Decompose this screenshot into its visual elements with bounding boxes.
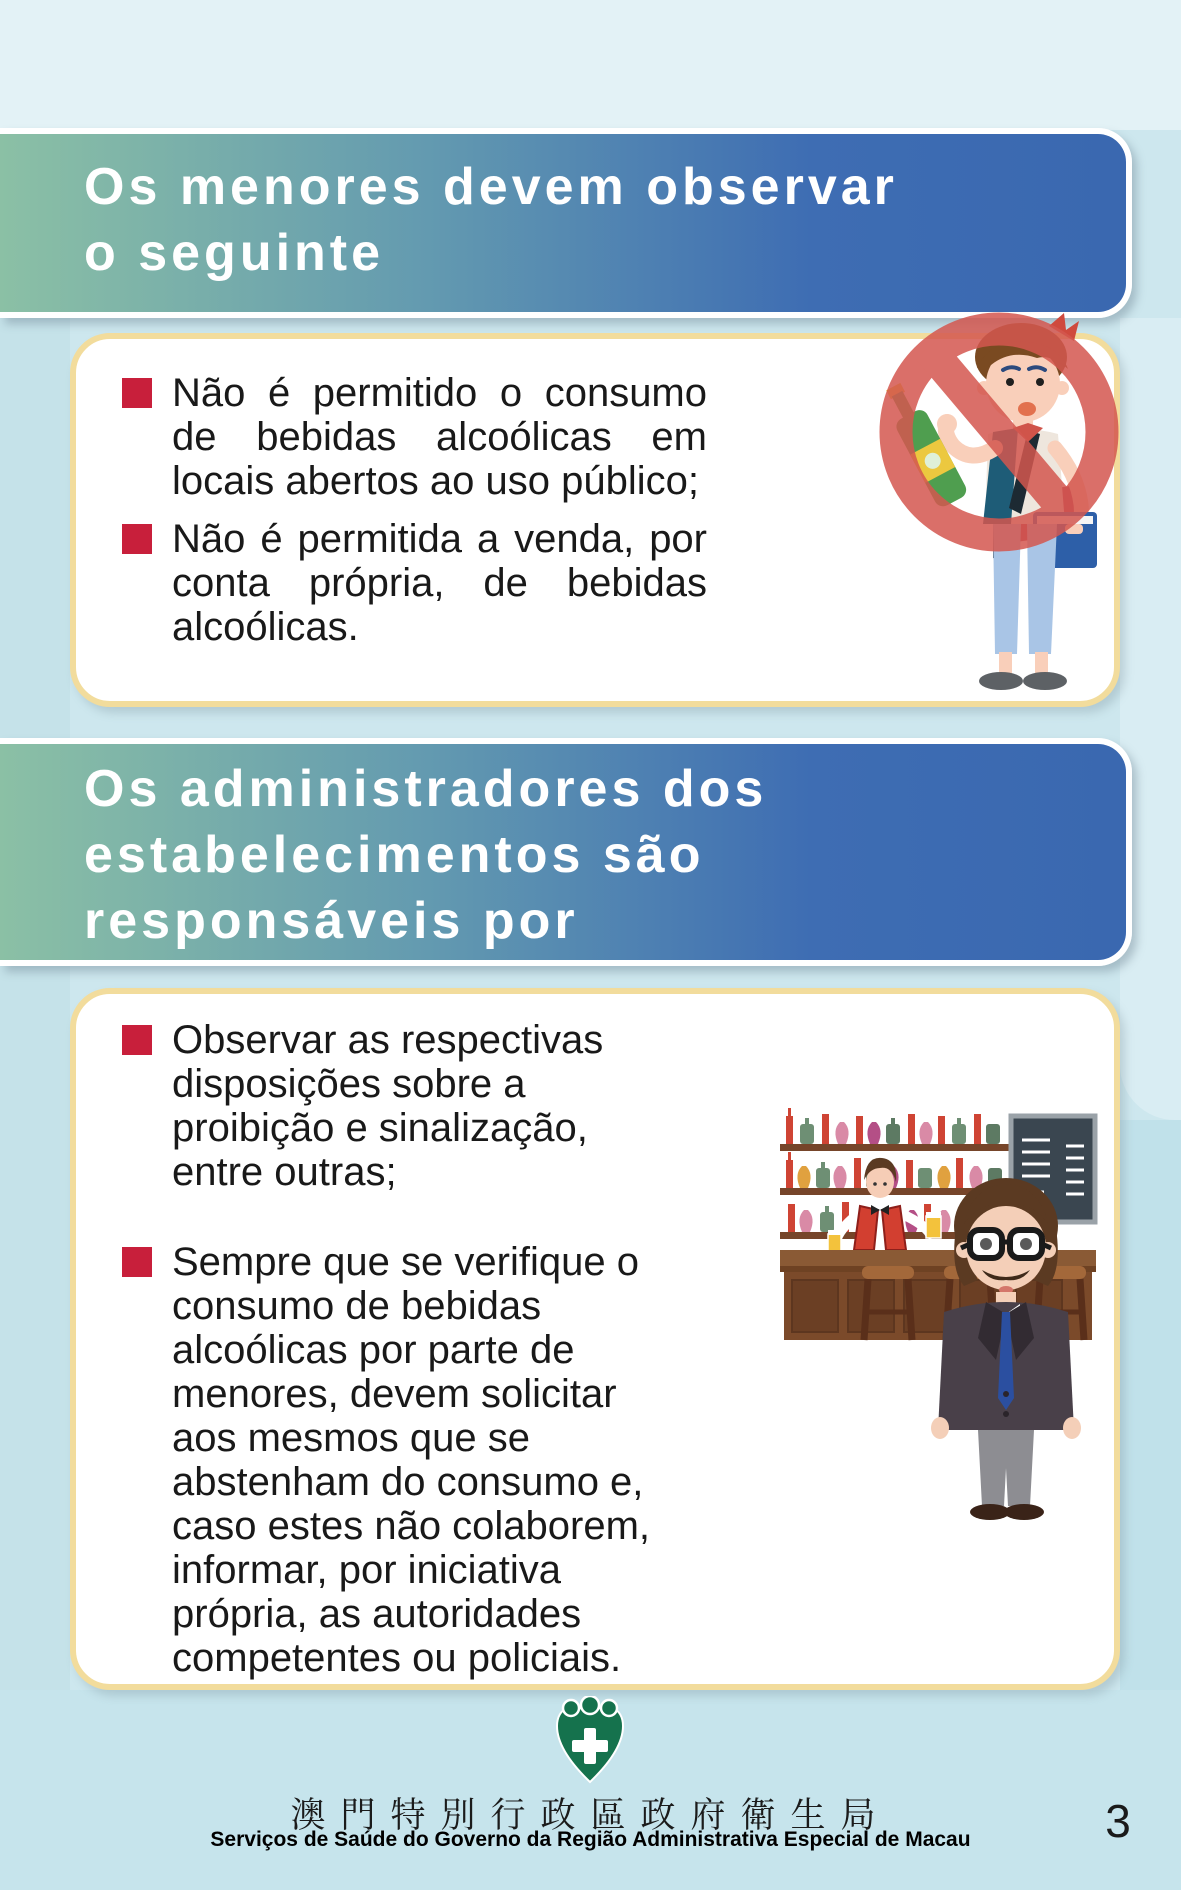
section-header-line: estabelecimentos são — [84, 826, 705, 884]
page-number: 3 — [1105, 1795, 1131, 1847]
health-bureau-logo — [555, 1696, 625, 1786]
section-header-administrators — [0, 738, 1132, 966]
no-alcohol-illustration — [843, 262, 1128, 697]
bullet-square-icon — [122, 1247, 152, 1277]
bullet-text: Observar as respectivas disposições sobre a proibição e sinalização, entre outras; — [172, 1018, 604, 1194]
bullet-square-icon — [122, 524, 152, 554]
background-band-top — [0, 0, 1181, 130]
section-header-line: o seguinte — [84, 224, 385, 282]
bullet-square-icon — [122, 1025, 152, 1055]
bullet-square-icon — [122, 378, 152, 408]
org-name-portuguese: Serviços de Saúde do Governo da Região Administrativa Especial de Macau — [210, 1828, 971, 1851]
org-name-chinese: 澳門特別行政區政府衛生局 — [290, 1796, 891, 1835]
section-header-line: Os administradores dos — [84, 760, 768, 818]
bar-scene-illustration — [634, 1098, 1114, 1543]
section-header-line: responsáveis por — [84, 892, 579, 950]
background-strip-right-light — [1120, 318, 1181, 1120]
background-strip-right-dark — [1120, 1120, 1181, 1690]
manager-figure — [931, 1178, 1081, 1520]
bullet-text: Não é permitida a venda, por conta própria, de bebidas alcoólicas. — [172, 517, 707, 649]
bullet-text: Não é permitido o consumo de bebidas alcoólicas em locais abertos ao uso público; — [172, 371, 707, 503]
bullet-text: Sempre que se verifique o consumo de bebidas alcoólicas por parte de menores, devem solicitar aos mesmos que se abstenham do consumo e, caso estes não colaborem, informar, por iniciativa própria, as autoridades competentes ou policiais. — [172, 1240, 651, 1680]
section-header-line: Os menores devem observar — [84, 158, 898, 216]
background-strip-left — [0, 318, 70, 1690]
